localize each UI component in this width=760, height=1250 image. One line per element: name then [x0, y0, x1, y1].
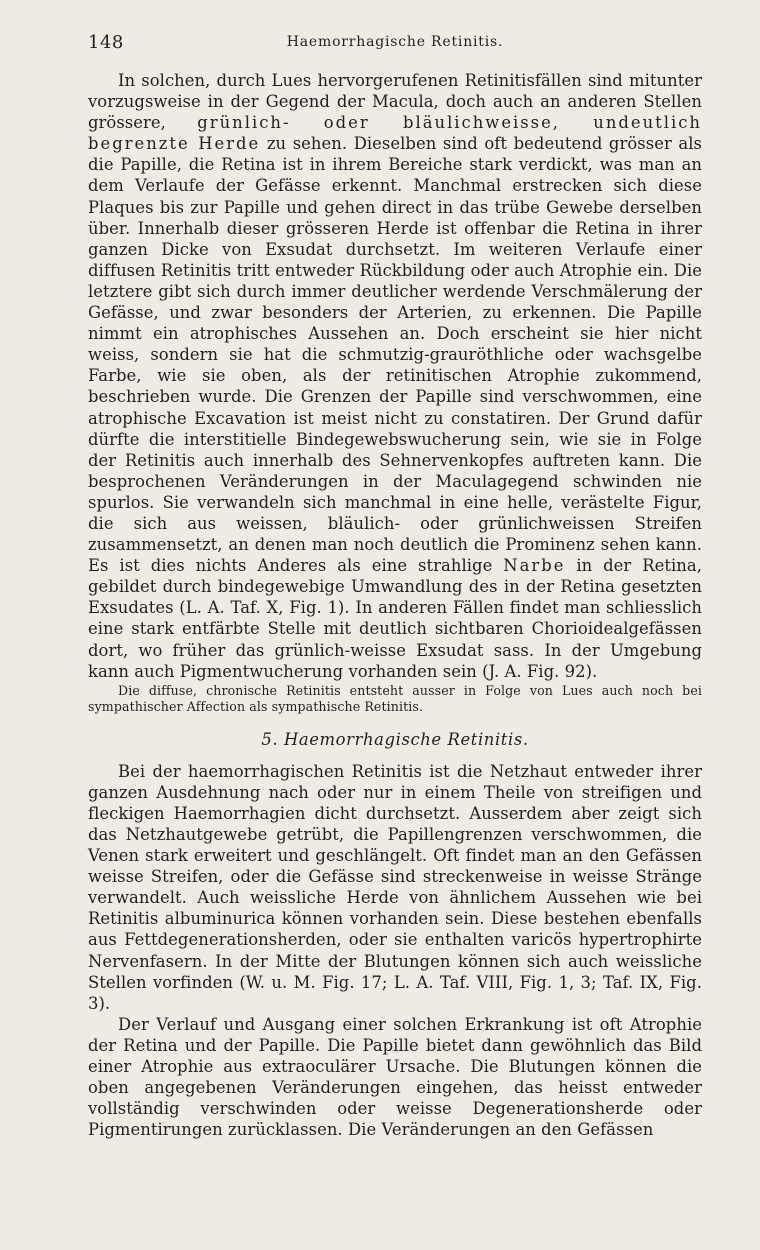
footnote-paragraph: Die diffuse, chronische Retinitis entsteht ausser in Folge von Lues auch noch bei sympathischer Affection als sympathische Retinitis. — [88, 682, 702, 714]
body-text — [88, 70, 702, 1140]
paragraph-syphilitic-retinitis — [88, 70, 702, 682]
section-heading: 5. Haemorrhagische Retinitis. — [261, 729, 529, 749]
paragraph-text-part: in der Retina, gebildet durch bindegewebige Umwandlung des in der Retina gesetzten Exsudates (L. A. Taf. X, Fig. 1). In anderen Fällen findet man schliesslich eine stark entfärbte Stelle mit deutlich sichtbaren Chorioidealgefässen dort, wo früher das grünlich-weisse Exsudat sass. In der Umgebung kann auch Pigmentwucherung vorhanden sein (J. A. Fig. 92). — [88, 556, 702, 681]
running-title: Haemorrhagische Retinitis. — [286, 34, 504, 50]
paragraph-haemorrhagic-retinitis: Bei der haemorrhagischen Retinitis ist die Netzhaut entweder ihrer ganzen Ausdehnung nach oder nur in einem Theile von streifigen und fleckigen Haemorrhagien dicht durchsetzt. Ausserdem aber zeigt sich das Netzhautgewebe getrübt, die Papillengrenzen verschwommen, die Venen stark erweitert und geschlängelt. Oft findet man an den Gefässen weisse Streifen, oder die Gefässe sind streckenweise in weisse Stränge verwandelt. Auch weissliche Herde von ähnlichem Aussehen wie bei Retinitis albuminurica können vorhanden sein. Diese bestehen ebenfalls aus Fettdegenerationsherden, oder sie enthalten varicös hypertrophirte Nervenfasern. In der Mitte der Blutungen können sich auch weissliche Stellen vorfinden (W. u. M. Fig. 17; L. A. Taf. VIII, Fig. 1, 3; Taf. IX, Fig. 3). — [88, 761, 702, 1013]
paragraph-course-and-outcome: Der Verlauf und Ausgang einer solchen Erkrankung ist oft Atrophie der Retina und der Papille. Die Papille bietet dann gewöhnlich das Bild einer Atrophie aus extraoculärer Ursache. Die Blutungen können die oben angegebenen Veränderungen eingehen, das heisst entweder vollständig verschwinden oder weisse Degenerationsherde oder Pigmentirungen zurücklassen. Die Veränderungen an den Gefässen — [88, 1014, 702, 1140]
page-header — [88, 32, 702, 54]
paragraph-text-part: zu sehen. Dieselben sind oft bedeutend grösser als die Papille, die Retina ist in ihrem Bereiche stark verdickt, was man an dem Verlaufe der Gefässe erkennt. Manchmal erstrecken sich diese Plaques bis zur Papille und gehen direct in das trübe Gewebe derselben über. Innerhalb dieser grösseren Herde ist offenbar die Retina in ihrer ganzen Dicke von Exsudat durchsetzt. Im weiteren Verlaufe einer diffusen Retinitis tritt entweder Rückbildung oder auch Atrophie ein. Die letztere gibt sich durch immer deutlicher werdende Verschmälerung der Gefässe, und zwar besonders der Arterien, zu erkennen. Die Papille nimmt ein atrophisches Aussehen an. Doch erscheint sie hier nicht weiss, sondern sie hat die schmutzig-grauröthliche oder wachsgelbe Farbe, wie sie oben, als der retinitischen Atrophie zukommend, beschrieben wurde. Die Grenzen der Papille sind verschwommen, eine atrophische Excavation ist meist nicht zu constatiren. Der Grund dafür dürfte die interstitielle Bindegewebswucherung sein, wie sie in Folge der Retinitis auch innerhalb des Sehnervenkopfes auftreten kann. Die besprochenen Veränderungen in der Maculagegend schwinden nie spurlos. Sie verwandeln sich manchmal in eine helle, verästelte Figur, die sich aus weissen, bläulich- oder grünlichweissen Streifen zusammensetzt, an denen man noch deutlich die Prominenz sehen kann. Es ist dies nichts Anderes als eine strahlige — [88, 134, 702, 576]
emphasized-word: Narbe — [503, 556, 566, 576]
page-number: 148 — [88, 32, 124, 53]
emphasized-phrase: grünlich- oder bläulichweisse, undeutlich begrenzte Herde — [88, 113, 702, 154]
paragraph-text-part: In solchen, durch Lues hervorgerufenen Retinitisfällen sind mitunter vorzugsweise in der Gegend der Macula, doch auch an anderen Stellen grössere, — [88, 71, 702, 133]
